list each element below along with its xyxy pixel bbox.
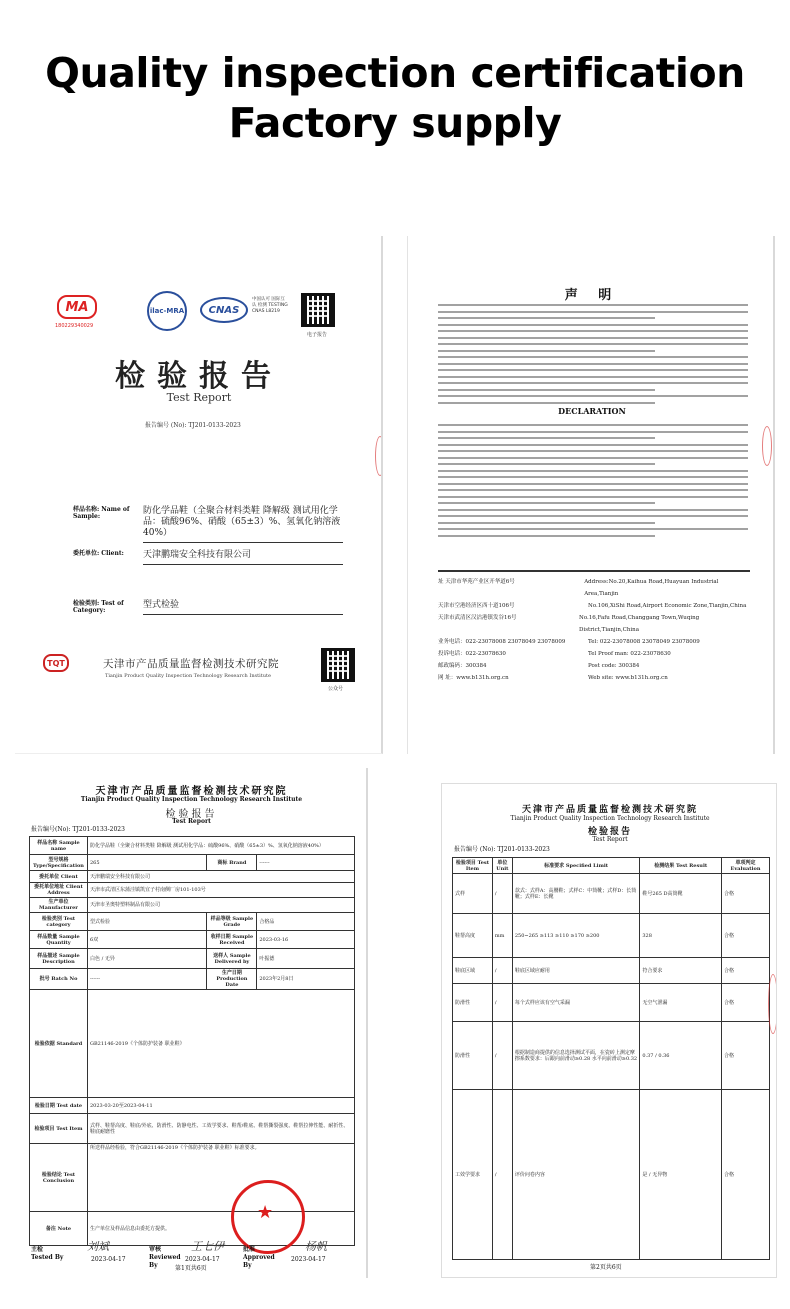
reviewed-by-date: 2023-04-17 <box>185 1256 220 1263</box>
signature-approved: 杨帆 <box>305 1240 327 1253</box>
report-title-cn: 检验报告 <box>115 359 283 394</box>
report-number: 报告编号 (No): TJ201-0133-2023 <box>454 846 550 853</box>
declaration-title-cn: 声 明 <box>564 288 620 303</box>
report-title-cn: 检验报告 <box>587 827 632 837</box>
report-title-cn: 检验报告 <box>165 809 218 820</box>
signature-reviewed: 王七伊 <box>191 1240 224 1253</box>
tested-by-label: 主检 Tested By <box>31 1246 64 1261</box>
address-row: 天津市武清区汉沽港镇发谷16号 No.16,Fafu Road,Changgang Town,Wuqing District,Tianjin,China <box>438 615 700 633</box>
sample-field <box>73 506 343 550</box>
tqt-logo: TQT <box>43 654 69 672</box>
results-table <box>452 857 770 1260</box>
table-row: 委托单位地址 Client Address 天津市武清区东蒲洼镇凯宜子村南侧厂房101-103号 <box>30 883 355 898</box>
table-row: 批号 Batch No ------ 生产日期 Production Date 2023年2月8日 <box>30 969 355 990</box>
table-row: 型号规格 Type/Specification 265 商标 Brand ------ <box>30 855 355 871</box>
approved-by-date: 2023-04-17 <box>291 1256 326 1263</box>
column-header: 检验项目 Test Item <box>453 858 493 874</box>
reviewed-by-label: 审核 Reviewed By <box>149 1246 181 1269</box>
institute-name-cn: 天津市产品质量监督检测技术研究院 <box>103 658 279 670</box>
address-row: 业务电话：022-23078008 23078049 23078009 Tel: 022-23078008 23078049 23078009 <box>438 639 700 645</box>
address-row: 邮政编码：300384 Post code: 300384 <box>438 663 640 669</box>
report-table <box>29 836 355 1246</box>
seal-edge <box>375 436 383 476</box>
address-row: 天津市空港经济区西十道106号 No.106,XiShi Road,Airport Economic Zone,Tianjin,China <box>438 603 747 609</box>
client-label: 委托单位: Client: <box>73 550 124 557</box>
qr2-caption: 公众号 <box>328 686 344 692</box>
report-number: 报告编号 (No): TJ201-0133-2023 <box>145 422 241 429</box>
headline-line1: Quality inspection certification <box>45 49 745 97</box>
ilac-mra-logo: ilac-MRA <box>147 291 187 331</box>
cma-number: 180229340029 <box>55 323 94 329</box>
institute-name-cn: 天津市产品质量监督检测技术研究院 <box>521 805 698 815</box>
table-row: 样品数量 Sample Quantity 6双 收样日期 Sample Received 2023-03-16 <box>30 931 355 949</box>
headline <box>0 48 790 148</box>
report-title-en: Test Report <box>592 836 628 843</box>
report-title-en: Test Report <box>166 391 232 404</box>
report-title-en: Test Report <box>172 818 211 825</box>
declaration-title-en: DECLARATION <box>558 406 626 416</box>
table-row: 样品名称 Sample name 防化学品鞋（全聚合材料类鞋 降解级 测试用化学品：硫酸96%、硝酸（65±3）%、氢氧化钠溶液40%） <box>30 837 355 855</box>
table-row: 委托单位 Client 天津鹏瑞安全科技有限公司 <box>30 871 355 883</box>
client-value: 天津鹏瑞安全科技有限公司 <box>143 550 343 565</box>
accreditation-logos <box>55 291 355 338</box>
tested-by-date: 2023-04-17 <box>91 1256 126 1263</box>
seal-edge <box>762 426 772 466</box>
column-header: 标准要求 Specified Limit <box>512 858 639 874</box>
headline-line2: Factory supply <box>228 99 562 147</box>
table-row: 检验结论 Test Conclusion 所送样品经检验，符合GB21146-2019《个体防护装备 职业鞋》标准要求。 <box>30 1144 355 1212</box>
institute-name-en: Tianjin Product Quality Inspection Technology Research Institute <box>510 815 710 822</box>
column-header: 单位 Unit <box>492 858 512 874</box>
address-row: 投诉电话：022-23078630 Tel Proof man: 022-23078630 <box>438 651 671 657</box>
table-row: 生产单位 Manufacturer 天津市圣奥特塑料制品有限公司 <box>30 898 355 913</box>
institute-name-en: Tianjin Product Quality Inspection Technology Research Institute <box>105 673 271 679</box>
table-row: 工效学要求 / 评价问卷内容 是 / 无异物 合格 <box>453 1090 770 1260</box>
qr-caption: 电子报告 <box>307 332 328 338</box>
table-row: 检验项目 Test Item 式样、鞋帮高度、鞋底/外底、防滑性、防静电性、工效学要求、鞋帮/鞋底、鞋帮撕裂强度、鞋帮拉伸性能、耐折性、鞋底耐磨性 <box>30 1114 355 1144</box>
sample-label: 样品名称: Name of Sample: <box>73 506 130 520</box>
table-row: 检验依据 Standard GB21146-2019《个体防护装备 职业鞋》 <box>30 990 355 1098</box>
cnas-caption: 中国认可 国际互认 检测 TESTING CNAS L8219 <box>252 297 288 314</box>
table-row: 鞋帮高度 mm 250~265 ≥113 ≥110 ≥170 ≥200 328 合格 <box>453 914 770 958</box>
column-header: 检测结果 Test Result <box>640 858 722 874</box>
signature-tested: 刘斌 <box>87 1240 109 1253</box>
table-row: 检验日期 Test date 2023-03-20至2023-04-11 <box>30 1098 355 1114</box>
table-row: 备注 Note 生产单位及样品信息由委托方提供。 <box>30 1212 355 1246</box>
approved-by-label: 批准 Approved By <box>243 1246 275 1269</box>
cnas-logo: CNAS <box>200 297 248 323</box>
qr-code <box>301 293 335 327</box>
seal-edge <box>768 974 777 1034</box>
cma-logo: MA <box>57 295 97 319</box>
category-label: 检验类别: Test of Category: <box>73 600 124 614</box>
table-row: 式样 / 款式：式样A：高腰鞋；式样C：中筒靴；式样D：长筒靴；式样E：长靴 鞋号265 D高筒靴 合格 <box>453 874 770 914</box>
address-row: 址 天津市华苑产业区开华道6号 Address:No.20,Kaihua Road,Huayuan Industrial Area,Tianjin <box>438 579 719 597</box>
seal-star-icon: ★ <box>257 1202 274 1223</box>
declaration-page <box>407 236 775 754</box>
declaration-text-cn <box>438 304 748 408</box>
sample-value: 防化学品鞋（全聚合材料类鞋 降解级 测试用化学品：硫酸96%、硝酸（65±3）%、氢氧化钠溶液40%） <box>143 506 343 543</box>
declaration-text-en <box>438 424 748 541</box>
table-row: 样品描述 Sample Description 白色 / 无异 送样人 Sample Delivered by 叶振德 <box>30 949 355 969</box>
test-report-page-1 <box>15 768 368 1278</box>
institute-name-cn: 天津市产品质量监督检测技术研究院 <box>95 786 288 797</box>
table-row: 鞋底区域 / 鞋底区域应耐用 符合要求 合格 <box>453 958 770 984</box>
divider <box>438 570 750 572</box>
test-report-page-2 <box>441 783 777 1278</box>
institute-name-en: Tianjin Product Quality Inspection Technology Research Institute <box>80 796 303 803</box>
test-report-cover <box>15 236 383 754</box>
page-number: 第1页共6页 <box>175 1265 207 1272</box>
table-row: 防滑性 / 根据制造商提供的信息选择测试平面，在瓷砖上测定摩擦系数要求：后跟向前滑动≥0.28 水平向前滑动≥0.32 0.37 / 0.36 合格 <box>453 1022 770 1090</box>
address-block <box>438 576 750 684</box>
page-number: 第2页共6页 <box>590 1264 622 1271</box>
table-row: 检验类别 Test category 型式检验 样品等级 Sample Grade 合格品 <box>30 913 355 931</box>
table-header-row <box>453 858 770 874</box>
report-number: 报告编号(No): TJ201-0133-2023 <box>31 826 125 833</box>
table-row: 防滑性 / 每个式样应该有空气采漏 无空气泄漏 合格 <box>453 984 770 1022</box>
category-value: 型式检验 <box>143 600 343 615</box>
address-row: 网 址：www.b131h.org.cn Web site: www.b131h.org.cn <box>438 675 668 681</box>
column-header: 单项判定 Evaluation <box>722 858 770 874</box>
qr-code-2 <box>321 648 355 682</box>
